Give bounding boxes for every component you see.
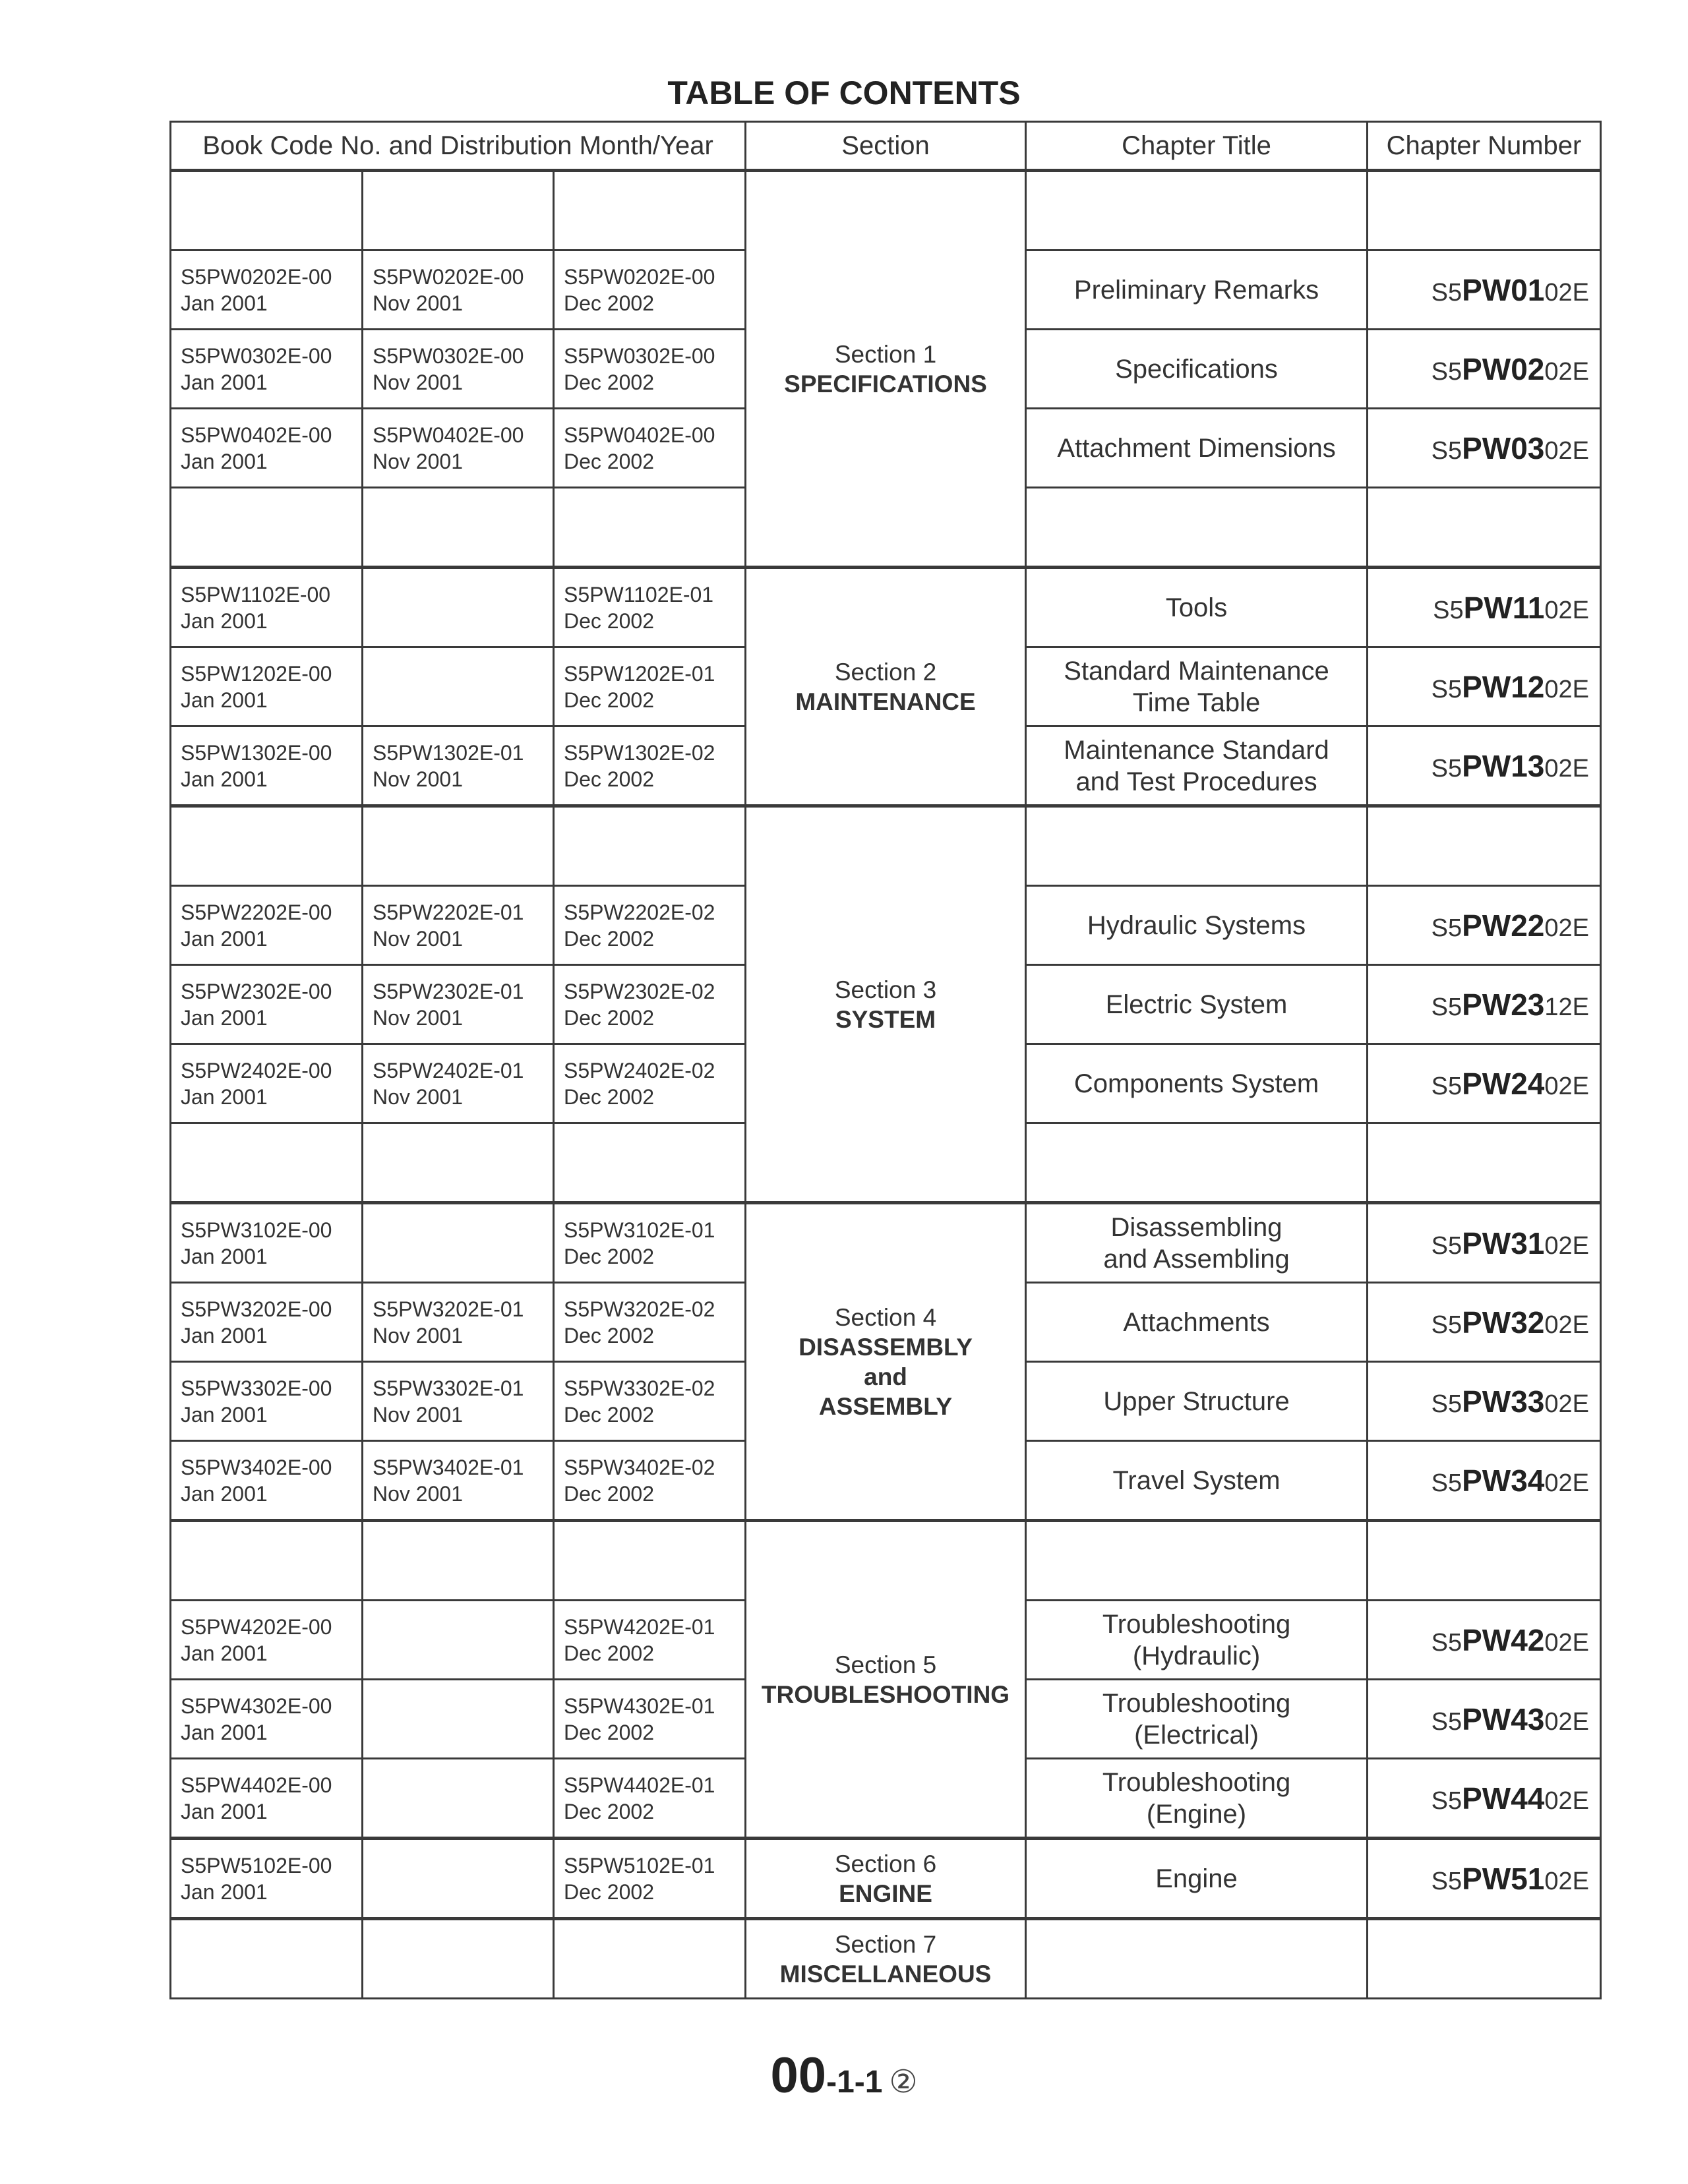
table-row — [171, 171, 1601, 251]
book-code: S5PW2302E-00 — [181, 979, 332, 1003]
chapter-number-bold: PW01 — [1462, 272, 1545, 307]
chapter-title — [1026, 806, 1368, 886]
book-code-cell — [171, 647, 363, 726]
book-code-cell — [363, 1919, 554, 1999]
book-code-cell — [363, 488, 554, 568]
book-code-cell — [171, 726, 363, 806]
chapter-number-bold: PW23 — [1462, 987, 1545, 1022]
book-code: S5PW3202E-02 — [564, 1297, 715, 1321]
book-code: S5PW0202E-00 — [373, 264, 524, 289]
section-name: ENGINE — [839, 1879, 932, 1907]
distribution-date: Nov 2001 — [373, 926, 463, 951]
distribution-date: Jan 2001 — [181, 1720, 268, 1744]
distribution-date: Dec 2002 — [564, 449, 654, 473]
chapter-title: Attachments — [1026, 1283, 1368, 1362]
book-code: S5PW0402E-00 — [181, 423, 332, 447]
book-code: S5PW1202E-00 — [181, 661, 332, 686]
book-code: S5PW2302E-01 — [373, 979, 524, 1003]
chapter-number-pre: S5 — [1433, 596, 1464, 624]
book-code: S5PW2202E-02 — [564, 900, 715, 924]
chapter-title: Upper Structure — [1026, 1362, 1368, 1441]
book-code-cell — [171, 1044, 363, 1123]
chapter-number-bold: PW11 — [1463, 590, 1545, 625]
book-code-cell — [363, 647, 554, 726]
chapter-title: Troubleshooting (Hydraulic) — [1026, 1601, 1368, 1680]
chapter-title: Preliminary Remarks — [1026, 251, 1368, 330]
chapter-number-suf: 02E — [1544, 436, 1590, 465]
distribution-date: Jan 2001 — [181, 1005, 268, 1030]
chapter-number-bold: PW33 — [1462, 1384, 1545, 1419]
chapter-number-suf: 02E — [1544, 1390, 1590, 1418]
book-code-cell — [363, 1839, 554, 1919]
header-row — [171, 122, 1601, 171]
book-code: S5PW1102E-00 — [181, 582, 331, 606]
chapter-number — [1368, 1601, 1601, 1680]
book-code-cell — [171, 1123, 363, 1203]
distribution-date: Nov 2001 — [373, 1005, 463, 1030]
page-number-sub: -1-1 — [826, 2065, 883, 2100]
distribution-date: Jan 2001 — [181, 1084, 268, 1109]
header-section: Section — [746, 122, 1026, 171]
chapter-number — [1368, 1680, 1601, 1759]
chapter-number — [1368, 1441, 1601, 1521]
chapter-number-pre: S5 — [1431, 1231, 1462, 1260]
book-code-cell — [171, 1203, 363, 1283]
chapter-number-suf: 02E — [1544, 1628, 1590, 1657]
book-code-cell — [554, 1680, 746, 1759]
chapter-number-bold: PW43 — [1462, 1701, 1545, 1736]
header-chapter-title: Chapter Title — [1026, 122, 1368, 171]
section-cell — [746, 1839, 1026, 1919]
section-label: Section 6 — [834, 1850, 937, 1877]
book-code-cell — [171, 965, 363, 1044]
table-row — [171, 1839, 1601, 1919]
chapter-number-pre: S5 — [1431, 1786, 1462, 1815]
chapter-title: Travel System — [1026, 1441, 1368, 1521]
chapter-number — [1368, 1362, 1601, 1441]
distribution-date: Jan 2001 — [181, 608, 268, 633]
book-code: S5PW3302E-00 — [181, 1376, 332, 1400]
book-code-cell — [171, 568, 363, 647]
chapter-number — [1368, 726, 1601, 806]
book-code: S5PW0402E-00 — [373, 423, 524, 447]
chapter-title: Tools — [1026, 568, 1368, 647]
book-code: S5PW2402E-01 — [373, 1058, 524, 1082]
chapter-number-pre: S5 — [1431, 1867, 1462, 1895]
book-code-cell — [554, 1919, 746, 1999]
header-book-code: Book Code No. and Distribution Month/Year — [171, 122, 746, 171]
book-code-cell — [363, 886, 554, 965]
chapter-title: Maintenance Standard and Test Procedures — [1026, 726, 1368, 806]
distribution-date: Nov 2001 — [373, 1481, 463, 1506]
chapter-number-suf: 02E — [1544, 1231, 1590, 1260]
book-code-cell — [554, 965, 746, 1044]
chapter-number-bold: PW13 — [1462, 748, 1545, 783]
chapter-title: Specifications — [1026, 330, 1368, 409]
chapter-number — [1368, 1919, 1601, 1999]
book-code-cell — [554, 171, 746, 251]
book-code: S5PW3302E-02 — [564, 1376, 715, 1400]
toc-body — [171, 171, 1601, 1999]
chapter-number-pre: S5 — [1431, 436, 1462, 465]
section-name: SPECIFICATIONS — [784, 370, 987, 398]
book-code: S5PW0302E-00 — [373, 343, 524, 368]
distribution-date: Nov 2001 — [373, 370, 463, 394]
book-code: S5PW1302E-02 — [564, 740, 715, 765]
chapter-number-suf: 02E — [1544, 1311, 1590, 1339]
chapter-number-bold: PW34 — [1462, 1463, 1545, 1498]
chapter-title — [1026, 1521, 1368, 1601]
chapter-number-pre: S5 — [1431, 1707, 1462, 1736]
book-code: S5PW1302E-01 — [373, 740, 524, 765]
chapter-number-pre: S5 — [1431, 278, 1462, 307]
book-code-cell — [363, 568, 554, 647]
distribution-date: Jan 2001 — [181, 1641, 268, 1665]
book-code-cell — [171, 330, 363, 409]
book-code: S5PW4302E-01 — [564, 1694, 715, 1718]
table-row — [171, 1919, 1601, 1999]
book-code: S5PW3102E-00 — [181, 1218, 332, 1242]
book-code: S5PW0302E-00 — [181, 343, 332, 368]
book-code-cell — [554, 726, 746, 806]
distribution-date: Jan 2001 — [181, 1879, 268, 1904]
book-code: S5PW3102E-01 — [564, 1218, 715, 1242]
book-code-cell — [363, 1680, 554, 1759]
distribution-date: Dec 2002 — [564, 291, 654, 315]
distribution-date: Nov 2001 — [373, 1323, 463, 1347]
book-code-cell — [363, 1203, 554, 1283]
chapter-number-bold: PW02 — [1462, 351, 1545, 386]
book-code-cell — [171, 1680, 363, 1759]
table-row — [171, 1203, 1601, 1283]
book-code: S5PW5102E-00 — [181, 1853, 332, 1877]
chapter-number-pre: S5 — [1431, 1311, 1462, 1339]
book-code-cell — [171, 1283, 363, 1362]
distribution-date: Dec 2002 — [564, 1799, 654, 1823]
book-code: S5PW3202E-01 — [373, 1297, 524, 1321]
distribution-date: Dec 2002 — [564, 1720, 654, 1744]
distribution-date: Dec 2002 — [564, 1244, 654, 1268]
chapter-title: Troubleshooting (Electrical) — [1026, 1680, 1368, 1759]
book-code: S5PW4202E-01 — [564, 1614, 715, 1639]
chapter-number-suf: 02E — [1544, 675, 1590, 703]
table-row — [171, 568, 1601, 647]
book-code: S5PW2302E-02 — [564, 979, 715, 1003]
chapter-title — [1026, 1919, 1368, 1999]
book-code-cell — [171, 1759, 363, 1839]
section-label: Section 2 — [834, 658, 937, 686]
book-code-cell — [554, 1759, 746, 1839]
distribution-date: Jan 2001 — [181, 688, 268, 712]
distribution-date: Jan 2001 — [181, 1323, 268, 1347]
book-code: S5PW2202E-00 — [181, 900, 332, 924]
chapter-number — [1368, 1044, 1601, 1123]
table-row — [171, 806, 1601, 886]
book-code-cell — [363, 1362, 554, 1441]
book-code-cell — [554, 1521, 746, 1601]
book-code-cell — [363, 409, 554, 488]
chapter-number-suf: 02E — [1544, 1469, 1590, 1497]
section-label: Section 7 — [834, 1930, 937, 1958]
chapter-number-pre: S5 — [1431, 1390, 1462, 1418]
book-code-cell — [171, 1441, 363, 1521]
book-code-cell — [554, 1283, 746, 1362]
chapter-number — [1368, 1203, 1601, 1283]
page-number — [0, 2047, 1688, 2104]
book-code-cell — [363, 726, 554, 806]
book-code: S5PW2202E-01 — [373, 900, 524, 924]
distribution-date: Dec 2002 — [564, 1641, 654, 1665]
section-name: SYSTEM — [835, 1005, 936, 1033]
book-code: S5PW2402E-00 — [181, 1058, 332, 1082]
chapter-number-pre: S5 — [1431, 754, 1462, 782]
book-code-cell — [363, 1601, 554, 1680]
book-code-cell — [171, 251, 363, 330]
section-label: Section 5 — [834, 1651, 937, 1678]
distribution-date: Jan 2001 — [181, 1799, 268, 1823]
book-code: S5PW2402E-02 — [564, 1058, 715, 1082]
book-code-cell — [363, 1044, 554, 1123]
distribution-date: Nov 2001 — [373, 449, 463, 473]
chapter-number-pre: S5 — [1431, 1628, 1462, 1657]
book-code-cell — [171, 886, 363, 965]
chapter-number-suf: 02E — [1544, 754, 1590, 782]
chapter-number-bold: PW42 — [1462, 1622, 1545, 1657]
book-code-cell — [363, 806, 554, 886]
book-code-cell — [554, 568, 746, 647]
chapter-title: Disassembling and Assembling — [1026, 1203, 1368, 1283]
book-code-cell — [171, 409, 363, 488]
chapter-title: Standard Maintenance Time Table — [1026, 647, 1368, 726]
chapter-number — [1368, 171, 1601, 251]
distribution-date: Nov 2001 — [373, 291, 463, 315]
book-code-cell — [363, 1759, 554, 1839]
book-code-cell — [171, 1362, 363, 1441]
table-row — [171, 1521, 1601, 1601]
chapter-title — [1026, 1123, 1368, 1203]
book-code: S5PW4202E-00 — [181, 1614, 332, 1639]
chapter-number-bold: PW03 — [1462, 430, 1545, 465]
book-code-cell — [554, 1123, 746, 1203]
book-code: S5PW0202E-00 — [564, 264, 715, 289]
chapter-number-bold: PW44 — [1462, 1781, 1545, 1815]
chapter-title: Troubleshooting (Engine) — [1026, 1759, 1368, 1839]
book-code-cell — [554, 806, 746, 886]
chapter-title: Electric System — [1026, 965, 1368, 1044]
section-cell — [746, 1521, 1026, 1839]
chapter-title: Engine — [1026, 1839, 1368, 1919]
distribution-date: Dec 2002 — [564, 608, 654, 633]
book-code: S5PW4302E-00 — [181, 1694, 332, 1718]
chapter-number — [1368, 330, 1601, 409]
book-code: S5PW5102E-01 — [564, 1853, 715, 1877]
section-name: TROUBLESHOOTING — [761, 1680, 1010, 1708]
chapter-number-suf: 02E — [1544, 1072, 1590, 1100]
chapter-number-pre: S5 — [1431, 914, 1462, 942]
book-code: S5PW4402E-00 — [181, 1773, 332, 1797]
book-code-cell — [554, 409, 746, 488]
chapter-number — [1368, 1283, 1601, 1362]
chapter-title — [1026, 488, 1368, 568]
section-cell — [746, 1919, 1026, 1999]
book-code-cell — [171, 1521, 363, 1601]
book-code-cell — [171, 1601, 363, 1680]
book-code: S5PW1202E-01 — [564, 661, 715, 686]
chapter-number — [1368, 886, 1601, 965]
chapter-number-suf: 02E — [1544, 1786, 1590, 1815]
chapter-title — [1026, 171, 1368, 251]
book-code-cell — [554, 1362, 746, 1441]
section-name: MISCELLANEOUS — [779, 1960, 992, 1988]
chapter-number-suf: 02E — [1544, 596, 1590, 624]
book-code-cell — [554, 647, 746, 726]
distribution-date: Jan 2001 — [181, 291, 268, 315]
chapter-number-pre: S5 — [1431, 675, 1462, 703]
chapter-number-bold: PW12 — [1462, 669, 1545, 704]
section-label: Section 3 — [834, 976, 937, 1003]
chapter-number — [1368, 251, 1601, 330]
section-cell — [746, 568, 1026, 806]
chapter-number — [1368, 1759, 1601, 1839]
book-code-cell — [554, 1044, 746, 1123]
chapter-title: Components System — [1026, 1044, 1368, 1123]
distribution-date: Jan 2001 — [181, 767, 268, 791]
book-code-cell — [171, 1919, 363, 1999]
book-code-cell — [363, 1441, 554, 1521]
chapter-number-bold: PW24 — [1462, 1066, 1545, 1101]
chapter-number-pre: S5 — [1431, 357, 1462, 386]
distribution-date: Jan 2001 — [181, 449, 268, 473]
distribution-date: Dec 2002 — [564, 1481, 654, 1506]
distribution-date: Jan 2001 — [181, 1244, 268, 1268]
chapter-number-bold: PW51 — [1462, 1861, 1545, 1896]
book-code-cell — [171, 806, 363, 886]
book-code-cell — [171, 1839, 363, 1919]
distribution-date: Jan 2001 — [181, 1481, 268, 1506]
chapter-number — [1368, 488, 1601, 568]
distribution-date: Dec 2002 — [564, 1879, 654, 1904]
chapter-number-suf: 12E — [1544, 993, 1590, 1021]
book-code-cell — [171, 488, 363, 568]
chapter-number-suf: 02E — [1544, 1707, 1590, 1736]
distribution-date: Dec 2002 — [564, 1402, 654, 1427]
book-code-cell — [554, 886, 746, 965]
book-code: S5PW3402E-01 — [373, 1455, 524, 1479]
chapter-number — [1368, 568, 1601, 647]
book-code-cell — [554, 488, 746, 568]
chapter-number-suf: 02E — [1544, 278, 1590, 307]
book-code: S5PW4402E-01 — [564, 1773, 715, 1797]
chapter-number-bold: PW31 — [1462, 1225, 1545, 1260]
book-code-cell — [554, 1601, 746, 1680]
book-code: S5PW0202E-00 — [181, 264, 332, 289]
book-code-cell — [363, 1123, 554, 1203]
distribution-date: Dec 2002 — [564, 370, 654, 394]
book-code-cell — [171, 171, 363, 251]
header-chapter-number: Chapter Number — [1368, 122, 1601, 171]
book-code: S5PW1102E-01 — [564, 582, 714, 606]
section-name: MAINTENANCE — [795, 688, 976, 715]
book-code: S5PW0402E-00 — [564, 423, 715, 447]
chapter-number-pre: S5 — [1431, 993, 1462, 1021]
revision-mark: ② — [889, 2065, 918, 2100]
chapter-number-suf: 02E — [1544, 1867, 1590, 1895]
distribution-date: Jan 2001 — [181, 370, 268, 394]
book-code: S5PW3302E-01 — [373, 1376, 524, 1400]
chapter-number — [1368, 647, 1601, 726]
distribution-date: Dec 2002 — [564, 926, 654, 951]
section-cell — [746, 171, 1026, 568]
book-code: S5PW3402E-02 — [564, 1455, 715, 1479]
section-cell — [746, 806, 1026, 1203]
book-code-cell — [363, 1283, 554, 1362]
distribution-date: Nov 2001 — [373, 1084, 463, 1109]
section-cell — [746, 1203, 1026, 1521]
chapter-number-pre: S5 — [1431, 1072, 1462, 1100]
distribution-date: Jan 2001 — [181, 926, 268, 951]
page-title: TABLE OF CONTENTS — [667, 74, 1021, 111]
chapter-number-bold: PW22 — [1462, 908, 1545, 943]
book-code-cell — [554, 1839, 746, 1919]
section-label: Section 1 — [834, 340, 937, 368]
book-code-cell — [363, 330, 554, 409]
chapter-title: Attachment Dimensions — [1026, 409, 1368, 488]
book-code-cell — [554, 1203, 746, 1283]
book-code: S5PW3202E-00 — [181, 1297, 332, 1321]
section-label: Section 4 — [834, 1303, 937, 1331]
book-code-cell — [363, 1521, 554, 1601]
chapter-number-bold: PW32 — [1462, 1305, 1545, 1340]
distribution-date: Jan 2001 — [181, 1402, 268, 1427]
book-code-cell — [363, 251, 554, 330]
chapter-number — [1368, 965, 1601, 1044]
chapter-number-pre: S5 — [1431, 1469, 1462, 1497]
chapter-number-suf: 02E — [1544, 914, 1590, 942]
chapter-number — [1368, 409, 1601, 488]
book-code-cell — [363, 965, 554, 1044]
book-code: S5PW3402E-00 — [181, 1455, 332, 1479]
chapter-number — [1368, 1839, 1601, 1919]
chapter-title: Hydraulic Systems — [1026, 886, 1368, 965]
distribution-date: Dec 2002 — [564, 688, 654, 712]
distribution-date: Dec 2002 — [564, 767, 654, 791]
book-code-cell — [554, 1441, 746, 1521]
distribution-date: Dec 2002 — [564, 1084, 654, 1109]
chapter-number — [1368, 1521, 1601, 1601]
distribution-date: Nov 2001 — [373, 767, 463, 791]
chapter-number-suf: 02E — [1544, 357, 1590, 386]
book-code-cell — [554, 251, 746, 330]
book-code: S5PW0302E-00 — [564, 343, 715, 368]
chapter-number — [1368, 806, 1601, 886]
distribution-date: Dec 2002 — [564, 1005, 654, 1030]
distribution-date: Nov 2001 — [373, 1402, 463, 1427]
toc-table — [169, 121, 1602, 1999]
distribution-date: Dec 2002 — [564, 1323, 654, 1347]
book-code-cell — [554, 330, 746, 409]
chapter-number — [1368, 1123, 1601, 1203]
book-code-cell — [363, 171, 554, 251]
page-number-main: 00 — [770, 2048, 827, 2104]
section-name: DISASSEMBLY and ASSEMBLY — [799, 1333, 973, 1420]
book-code: S5PW1302E-00 — [181, 740, 332, 765]
